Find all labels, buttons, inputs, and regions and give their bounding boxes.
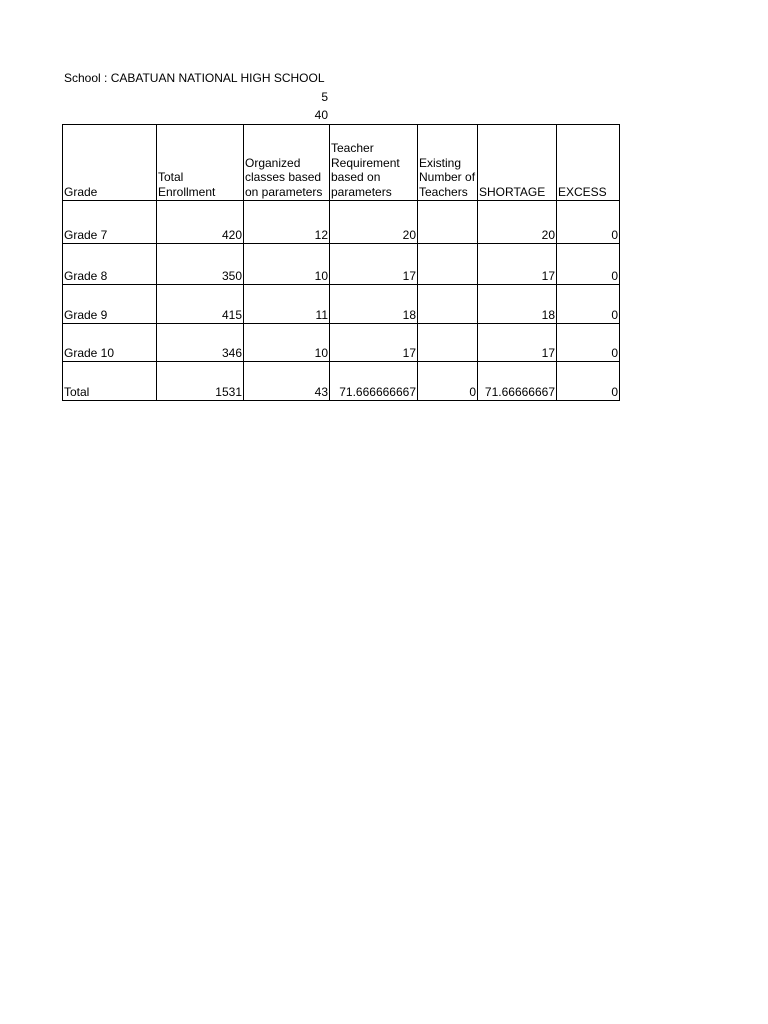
cell-excess: 0 [557,324,620,362]
table-row [63,324,620,362]
cell-grade: Grade 9 [63,285,157,324]
total-classes: 43 [244,362,330,401]
header-organized-classes: Organized classes based on parameters [244,125,330,201]
total-enrollment: 1531 [157,362,244,401]
cell-existing [418,201,478,244]
total-requirement: 71.666666667 [330,362,418,401]
cell-requirement: 18 [330,285,418,324]
cell-existing [418,244,478,285]
cell-enrollment: 350 [157,244,244,285]
school-name-line: School : CABATUAN NATIONAL HIGH SCHOOL [64,71,325,85]
cell-grade: Grade 8 [63,244,157,285]
header-excess: EXCESS [557,125,620,201]
parameter-value-2: 40 [314,108,328,122]
header-total-enrollment: Total Enrollment [157,125,244,201]
total-label: Total [63,362,157,401]
table-row [63,244,620,285]
teacher-requirement-table [62,124,620,401]
cell-classes: 12 [244,201,330,244]
header-shortage: SHORTAGE [478,125,557,201]
cell-existing [418,324,478,362]
cell-grade: Grade 7 [63,201,157,244]
cell-excess: 0 [557,244,620,285]
total-excess: 0 [557,362,620,401]
table-total-row [63,362,620,401]
parameter-value-1: 5 [321,90,328,104]
cell-requirement: 17 [330,244,418,285]
cell-enrollment: 420 [157,201,244,244]
table-row [63,201,620,244]
table-row [63,285,620,324]
total-existing: 0 [418,362,478,401]
cell-enrollment: 415 [157,285,244,324]
cell-shortage: 17 [478,244,557,285]
cell-existing [418,285,478,324]
cell-classes: 10 [244,324,330,362]
header-grade: Grade [63,125,157,201]
cell-shortage: 18 [478,285,557,324]
cell-shortage: 17 [478,324,557,362]
table-header-row [63,125,620,201]
cell-excess: 0 [557,285,620,324]
cell-excess: 0 [557,201,620,244]
cell-classes: 10 [244,244,330,285]
cell-shortage: 20 [478,201,557,244]
total-shortage: 71.66666667 [478,362,557,401]
cell-requirement: 17 [330,324,418,362]
cell-grade: Grade 10 [63,324,157,362]
cell-enrollment: 346 [157,324,244,362]
header-existing-teachers: Existing Number of Teachers [418,125,478,201]
cell-requirement: 20 [330,201,418,244]
cell-classes: 11 [244,285,330,324]
header-teacher-requirement: Teacher Requirement based on parameters [330,125,418,201]
